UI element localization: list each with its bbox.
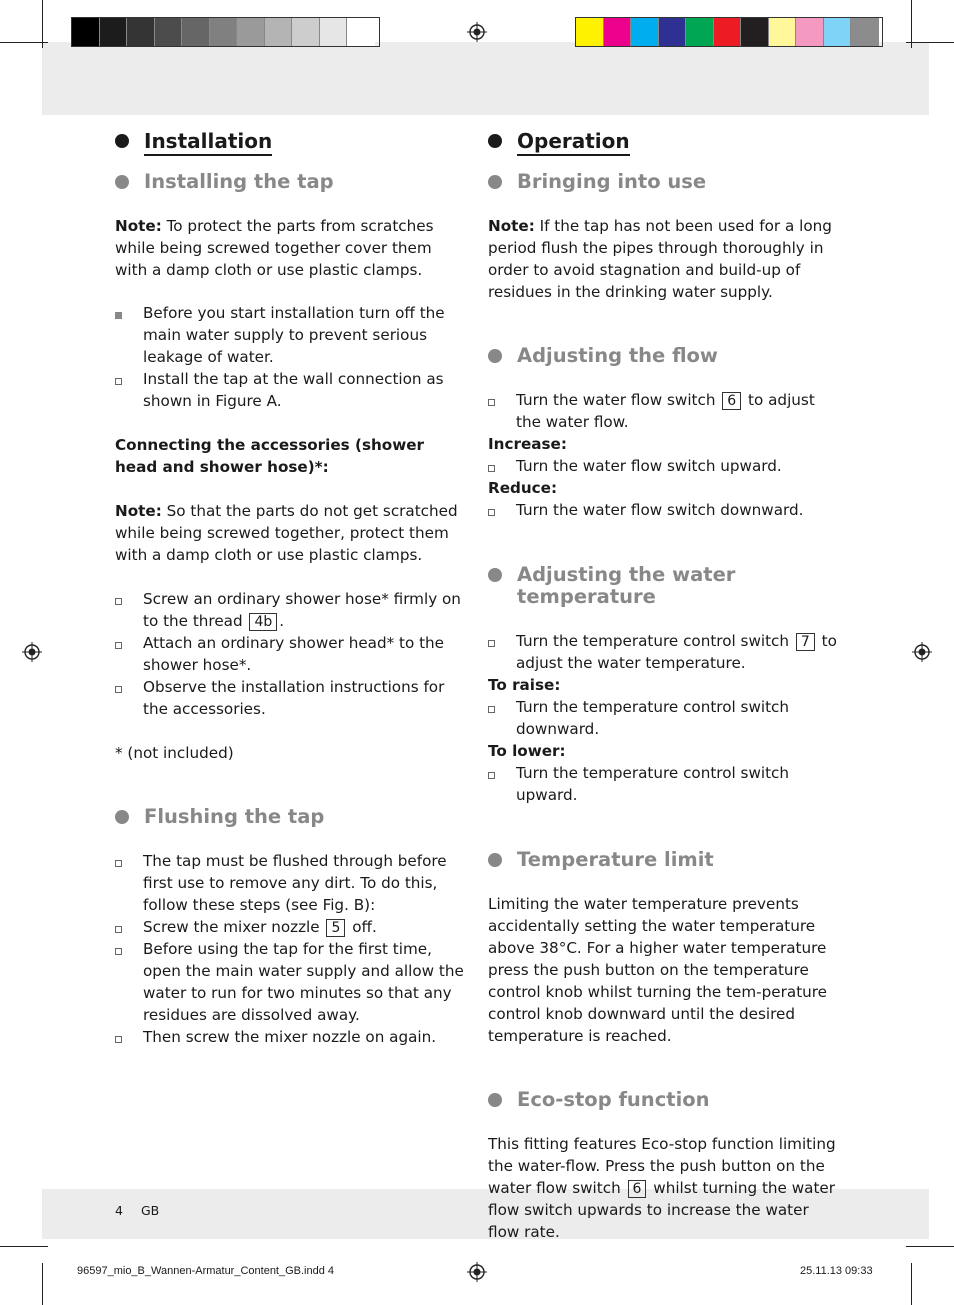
bullet-dot-icon bbox=[488, 568, 502, 582]
checkbox-icon bbox=[115, 378, 122, 385]
checkbox-icon bbox=[115, 598, 122, 605]
crop-mark bbox=[42, 1263, 43, 1305]
bullet-dot-icon bbox=[115, 134, 129, 148]
eco-stop-heading: Eco-stop function bbox=[488, 1089, 840, 1111]
color-swatch bbox=[292, 18, 320, 46]
list-item: Before you start installation turn off the main water supply to prevent serious leakage of water. bbox=[115, 302, 467, 368]
bullet-dot-icon bbox=[488, 349, 502, 363]
lower-list bbox=[488, 762, 840, 806]
color-swatch bbox=[182, 18, 210, 46]
increase-label: Increase: bbox=[488, 435, 567, 453]
language-code: GB bbox=[141, 1203, 160, 1218]
note-paragraph: Note: So that the parts do not get scratched while being screwed together, protect them with a damp cloth or use plastic clamps. bbox=[115, 502, 458, 564]
checkbox-icon bbox=[488, 640, 495, 647]
left-column bbox=[115, 126, 467, 1048]
right-column bbox=[488, 126, 840, 1243]
crop-mark bbox=[0, 42, 48, 43]
checkbox-icon bbox=[115, 926, 122, 933]
crop-mark bbox=[42, 0, 43, 48]
page-number: 4 bbox=[115, 1203, 123, 1218]
bullet-dot-icon bbox=[115, 810, 129, 824]
header-band bbox=[42, 42, 929, 115]
crop-mark bbox=[911, 1263, 912, 1305]
list-item: Turn the water flow switch 6 to adjust the water flow. bbox=[488, 389, 840, 433]
list-item: Turn the temperature control switch 7 to adjust the water temperature. bbox=[488, 630, 840, 674]
list-item: Attach an ordinary shower head* to the shower hose*. bbox=[115, 632, 467, 676]
color-swatch bbox=[824, 18, 852, 46]
checkbox-icon bbox=[115, 860, 122, 867]
list-item: Screw an ordinary shower hose* firmly on to the thread 4b . bbox=[115, 588, 467, 632]
bringing-heading: Bringing into use bbox=[488, 171, 840, 193]
color-swatch bbox=[631, 18, 659, 46]
list-item: Turn the temperature control switch upward. bbox=[488, 762, 840, 806]
installing-heading: Installing the tap bbox=[115, 171, 467, 193]
color-swatch bbox=[155, 18, 183, 46]
checkbox-icon bbox=[115, 1036, 122, 1043]
reduce-label: Reduce: bbox=[488, 479, 558, 497]
color-swatch bbox=[576, 18, 604, 46]
part-reference: 5 bbox=[326, 919, 345, 937]
checkbox-icon bbox=[488, 399, 495, 406]
color-swatch bbox=[741, 18, 769, 46]
checkbox-icon bbox=[115, 948, 122, 955]
color-swatch bbox=[769, 18, 797, 46]
temperature-heading: Adjusting the water temperature bbox=[488, 564, 840, 608]
operation-heading: Operation bbox=[488, 126, 840, 158]
bullet-dot-icon bbox=[488, 175, 502, 189]
flushing-steps-list bbox=[115, 850, 467, 1048]
color-swatch bbox=[265, 18, 293, 46]
temperature-limit-text: Limiting the water temperature prevents accidentally setting the water temperature above 38°C. For a higher water temperature press the push button on the temperature control knob whilst turning the tem-perature control knob downward until the desired temperature is reached. bbox=[488, 895, 828, 1045]
checkbox-icon bbox=[488, 772, 495, 779]
color-swatch bbox=[237, 18, 265, 46]
list-item: Screw the mixer nozzle 5 off. bbox=[115, 916, 467, 938]
color-swatch bbox=[659, 18, 687, 46]
color-swatch bbox=[127, 18, 155, 46]
temperature-limit-heading: Temperature limit bbox=[488, 849, 840, 871]
crop-mark bbox=[906, 42, 954, 43]
checkbox-icon bbox=[115, 642, 122, 649]
registration-mark-icon bbox=[912, 642, 932, 662]
list-item: Install the tap at the wall connection as shown in Figure A. bbox=[115, 368, 467, 412]
bullet-dot-icon bbox=[488, 134, 502, 148]
bullet-dot-icon bbox=[488, 853, 502, 867]
checkbox-icon bbox=[488, 465, 495, 472]
print-slug-date: 25.11.13 09:33 bbox=[800, 1265, 873, 1277]
accessories-steps-list bbox=[115, 588, 467, 720]
bullet-dot-icon bbox=[488, 1093, 502, 1107]
temperature-steps-list bbox=[488, 630, 840, 674]
registration-mark-icon bbox=[22, 642, 42, 662]
flow-heading: Adjusting the flow bbox=[488, 345, 840, 367]
color-swatch bbox=[72, 18, 100, 46]
checkbox-icon bbox=[488, 509, 495, 516]
note-paragraph: Note: If the tap has not been used for a long period flush the pipes through thoroughly in order to avoid stagnation and build-up of residues in the drinking water supply. bbox=[488, 217, 832, 301]
list-item: Turn the water flow switch downward. bbox=[488, 499, 840, 521]
reduce-list bbox=[488, 499, 840, 521]
crop-mark bbox=[911, 0, 912, 48]
eco-stop-text: This fitting features Eco-stop function limiting the water-flow. Press the push button on the water flow switch 6 whilst turning the water flow switch upwards to increase the water flow rate. bbox=[488, 1135, 836, 1241]
color-swatch bbox=[604, 18, 632, 46]
list-item: Turn the water flow switch upward. bbox=[488, 455, 840, 477]
list-item: Turn the temperature control switch downward. bbox=[488, 696, 840, 740]
crop-mark bbox=[906, 1246, 954, 1247]
crop-mark bbox=[0, 1246, 48, 1247]
color-calibration-bar bbox=[575, 17, 883, 47]
raise-list bbox=[488, 696, 840, 740]
bullet-dot-icon bbox=[115, 175, 129, 189]
color-swatch bbox=[796, 18, 824, 46]
color-swatch bbox=[210, 18, 238, 46]
increase-list bbox=[488, 455, 840, 477]
part-reference: 4b bbox=[249, 613, 277, 631]
not-included-note: * (not included) bbox=[115, 744, 234, 762]
list-item: The tap must be flushed through before first use to remove any dirt. To do this, follow these steps (see Fig. B): bbox=[115, 850, 467, 916]
registration-mark-icon bbox=[467, 22, 487, 42]
raise-label: To raise: bbox=[488, 676, 561, 694]
list-item: Then screw the mixer nozzle on again. bbox=[115, 1026, 467, 1048]
part-reference: 6 bbox=[722, 392, 741, 410]
flushing-heading: Flushing the tap bbox=[115, 806, 467, 828]
registration-mark-icon bbox=[467, 1262, 487, 1282]
part-reference: 6 bbox=[628, 1180, 647, 1198]
checkbox-icon bbox=[115, 686, 122, 693]
color-swatch bbox=[100, 18, 128, 46]
installation-heading: Installation bbox=[115, 126, 467, 158]
color-swatch bbox=[320, 18, 348, 46]
color-swatch bbox=[851, 18, 879, 46]
connecting-heading: Connecting the accessories (shower head and shower hose)*: bbox=[115, 436, 425, 476]
list-item: Observe the installation instructions for the accessories. bbox=[115, 676, 467, 720]
color-swatch bbox=[714, 18, 742, 46]
checkbox-icon bbox=[115, 312, 122, 319]
color-swatch bbox=[347, 18, 375, 46]
lower-label: To lower: bbox=[488, 742, 566, 760]
print-slug-filename: 96597_mio_B_Wannen-Armatur_Content_GB.indd 4 bbox=[77, 1265, 335, 1277]
note-paragraph: Note: To protect the parts from scratches while being screwed together cover them with a damp cloth or use plastic clamps. bbox=[115, 217, 434, 279]
list-item: Before using the tap for the first time, open the main water supply and allow the water to run for two minutes so that any residues are dissolved away. bbox=[115, 938, 467, 1026]
color-swatch bbox=[686, 18, 714, 46]
flow-steps-list bbox=[488, 389, 840, 433]
checkbox-icon bbox=[488, 706, 495, 713]
grayscale-calibration-bar bbox=[71, 17, 380, 47]
install-steps-list bbox=[115, 302, 467, 412]
part-reference: 7 bbox=[796, 633, 815, 651]
